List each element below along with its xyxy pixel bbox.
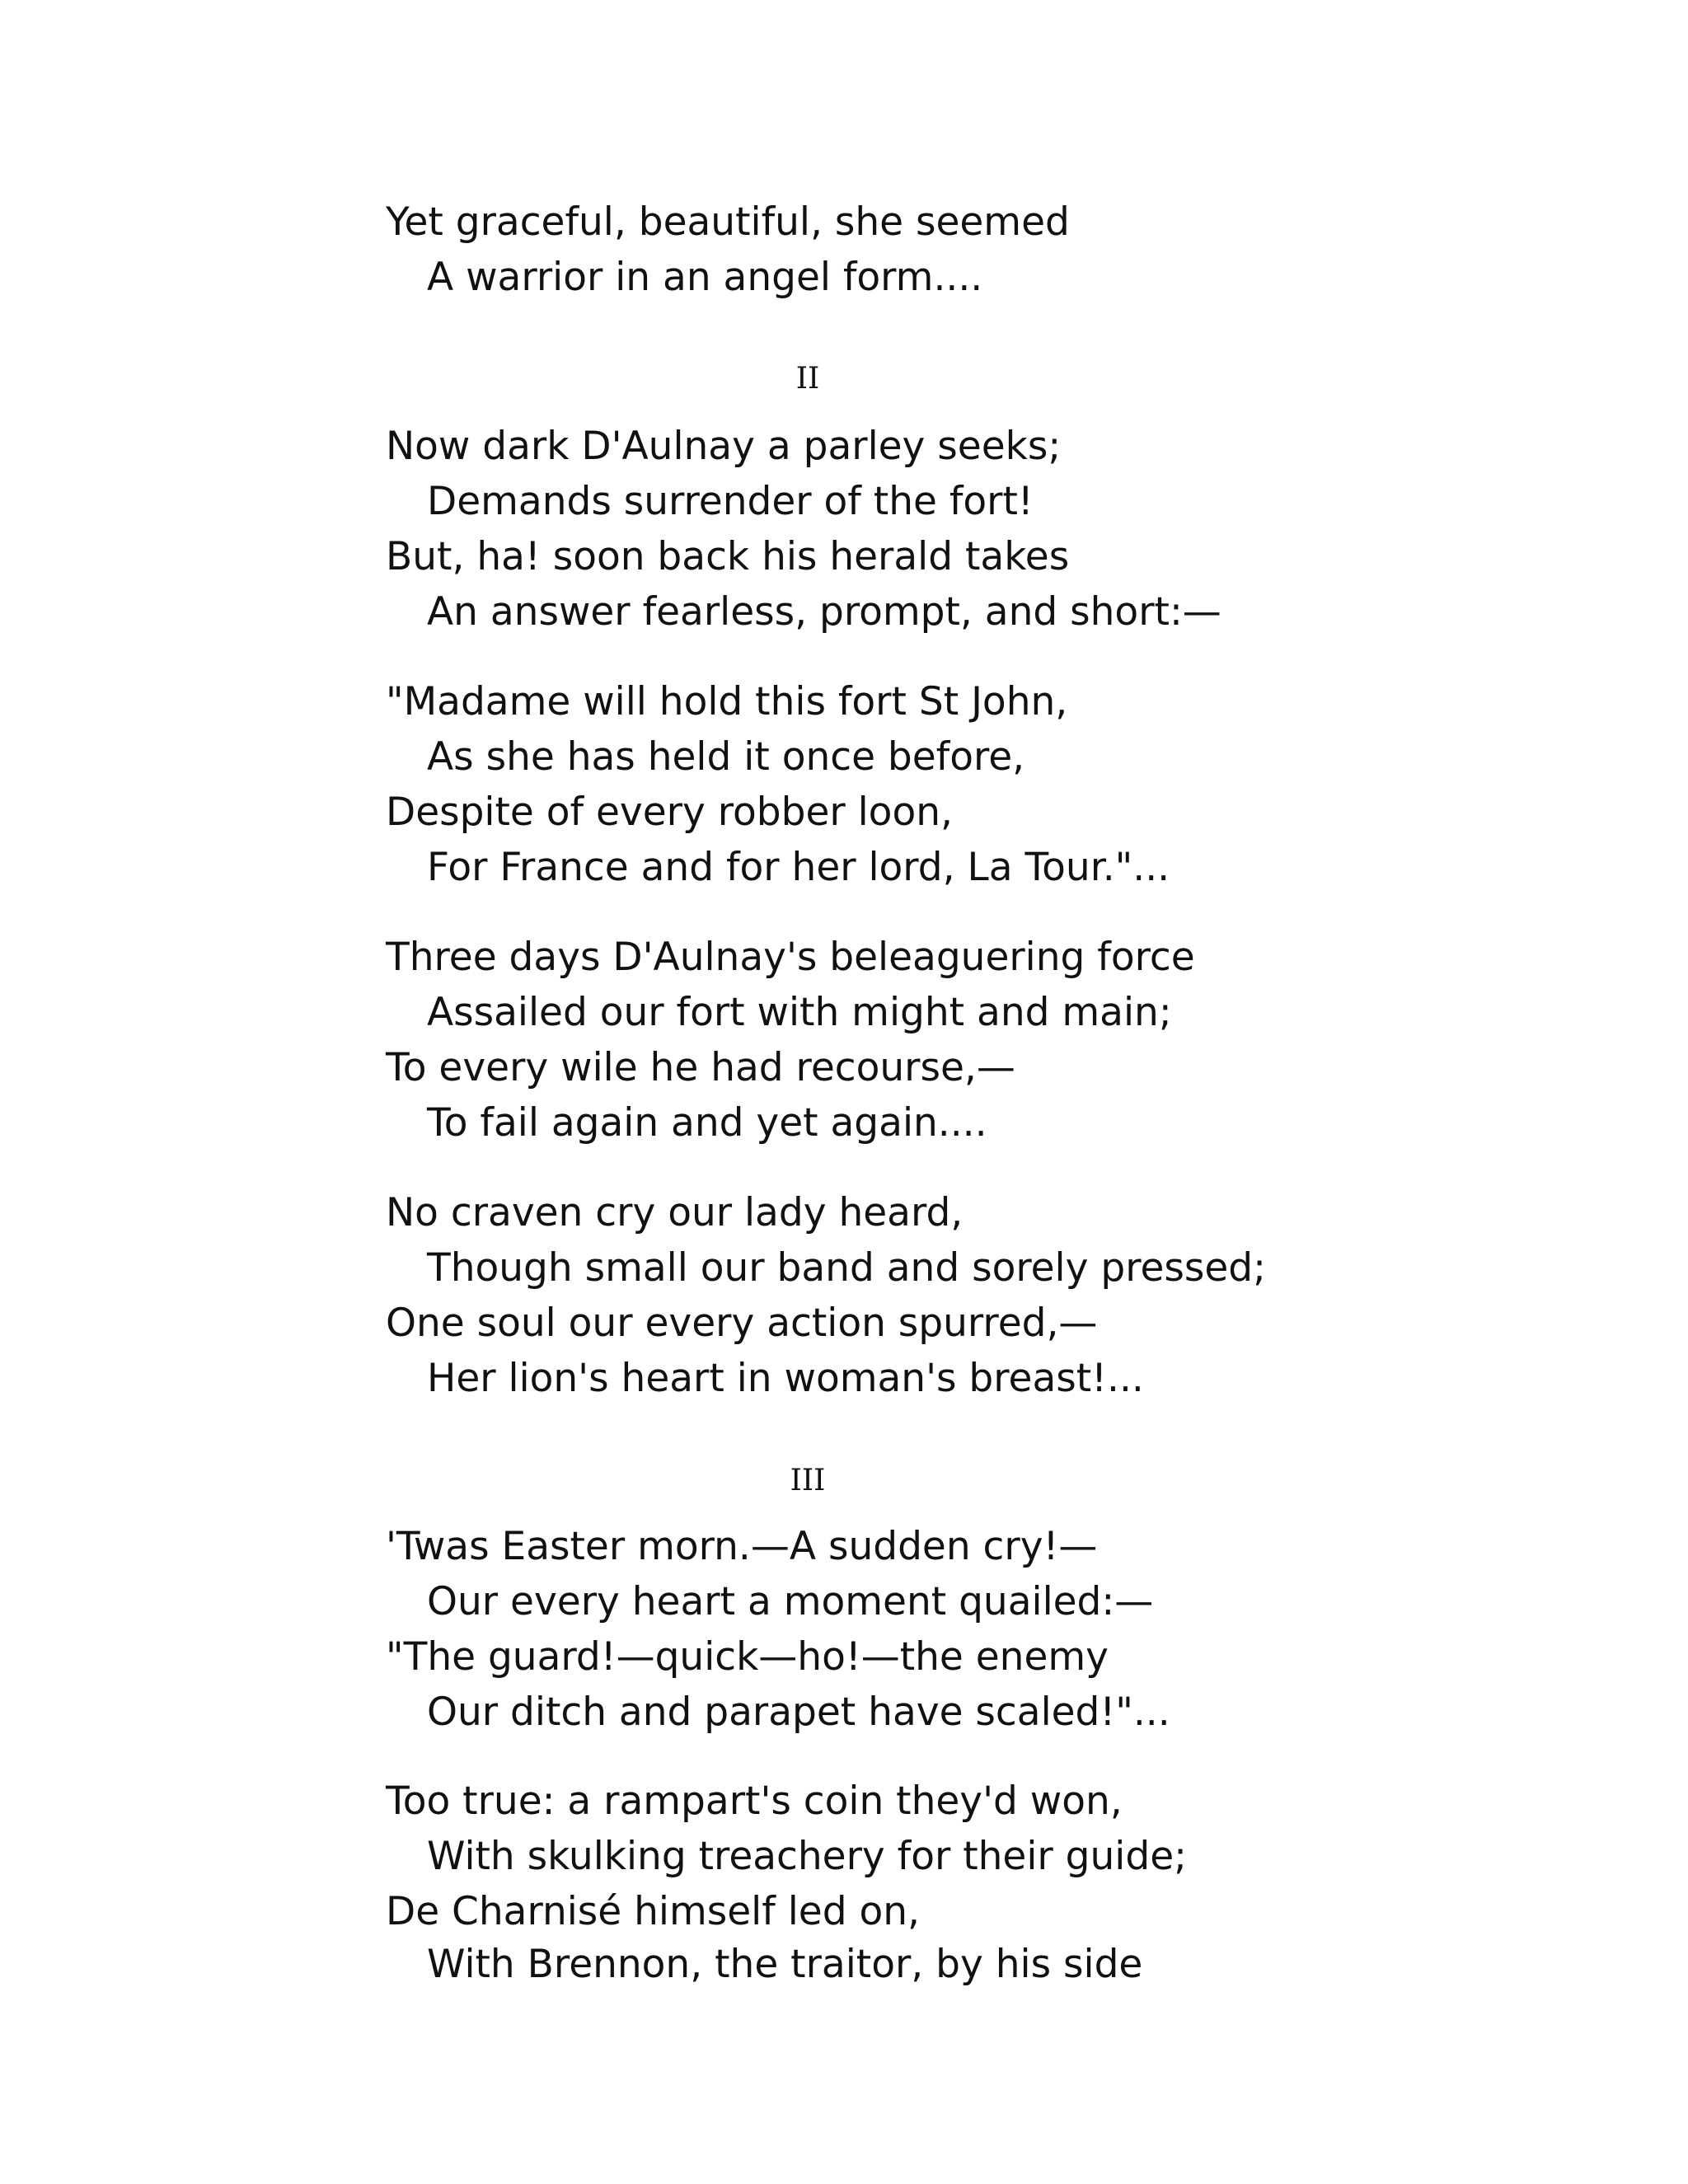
verse-line: "Madame will hold this fort St John, <box>386 679 1068 724</box>
verse-line: With skulking treachery for their guide; <box>427 1834 1187 1879</box>
stanza-ii-2 <box>386 674 1540 895</box>
verse-line: Our ditch and parapet have scaled!"... <box>427 1690 1170 1735</box>
verse-line: As she has held it once before, <box>427 734 1025 780</box>
section-heading-ii: II <box>795 362 820 396</box>
verse-line: No craven cry our lady heard, <box>386 1190 964 1235</box>
stanza-ii-1 <box>386 419 1540 640</box>
verse-line: 'Twas Easter morn.—A sudden cry!— <box>386 1524 1098 1569</box>
verse-line: One soul our every action spurred,— <box>386 1301 1098 1346</box>
verse-line: "The guard!—quick—ho!—the enemy <box>386 1634 1109 1680</box>
section-heading-iii: III <box>790 1464 826 1497</box>
verse-line: But, ha! soon back his herald takes <box>386 534 1070 579</box>
verse-line: A warrior in an angel form.... <box>427 255 983 300</box>
verse-line: Three days D'Aulnay's beleaguering force <box>386 935 1195 980</box>
verse-line: Now dark D'Aulnay a parley seeks; <box>386 424 1062 469</box>
stanza-ii-3 <box>386 930 1540 1151</box>
verse-line: Demands surrender of the fort! <box>427 479 1034 524</box>
verse-line: Though small our band and sorely pressed; <box>427 1245 1266 1291</box>
verse-line: Despite of every robber loon, <box>386 790 953 835</box>
verse-line: For France and for her lord, La Tour."... <box>427 845 1170 890</box>
verse-line: Yet graceful, beautiful, she seemed <box>386 199 1070 245</box>
cut-off-verse-text: With Brennon, the traitor, by his side <box>427 1942 1143 1987</box>
cut-off-verse-line <box>427 1937 1581 1987</box>
stanza-top <box>386 194 1540 305</box>
verse-line: To fail again and yet again.... <box>427 1100 987 1146</box>
verse-line: An answer fearless, prompt, and short:— <box>427 589 1221 635</box>
verse-line: Our every heart a moment quailed:— <box>427 1579 1154 1624</box>
verse-line: Assailed our fort with might and main; <box>427 990 1172 1035</box>
verse-line: To every wile he had recourse,— <box>386 1045 1015 1090</box>
stanza-ii-4 <box>386 1185 1540 1406</box>
verse-line: Too true: a rampart's coin they'd won, <box>386 1779 1123 1824</box>
stanza-iii-1 <box>386 1519 1540 1740</box>
stanza-iii-2 <box>386 1774 1540 1939</box>
verse-line: De Charnisé himself led on, <box>386 1889 920 1934</box>
verse-line: Her lion's heart in woman's breast!... <box>427 1356 1144 1401</box>
